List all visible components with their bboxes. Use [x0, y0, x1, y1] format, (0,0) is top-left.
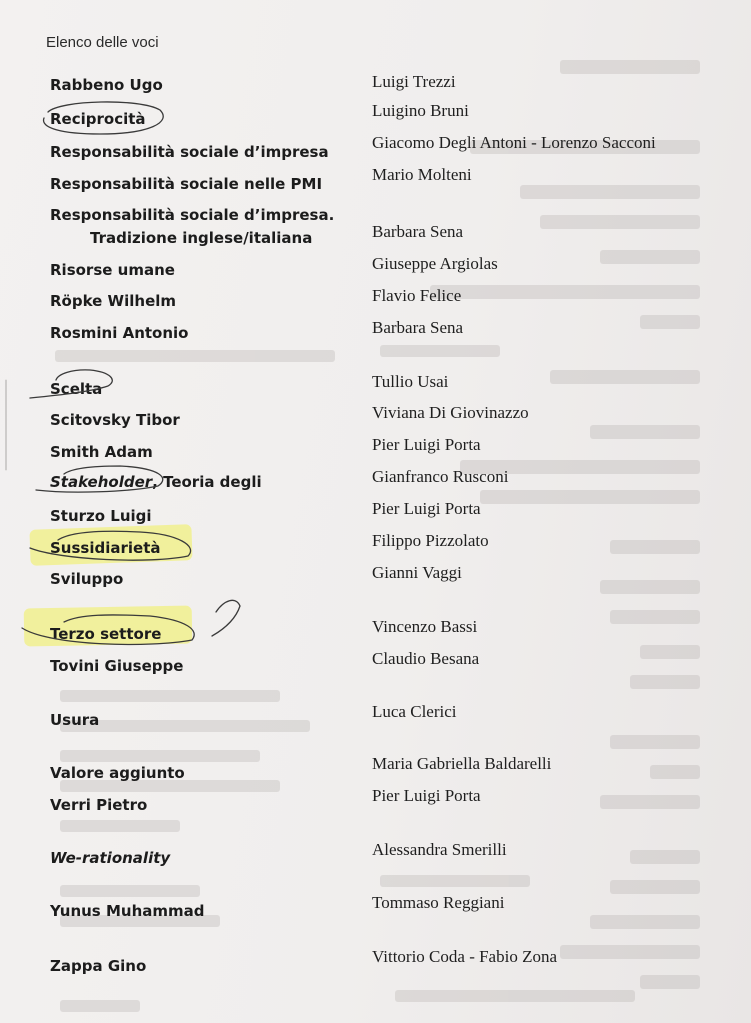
index-term: Responsabilità sociale d’impresa.	[50, 206, 335, 224]
index-term: Terzo settore	[50, 625, 162, 643]
index-author: Claudio Besana	[372, 649, 480, 668]
index-author: Tullio Usai	[372, 372, 449, 391]
index-term: Responsabilità sociale d’impresa	[50, 143, 329, 161]
index-author: Maria Gabriella Baldarelli	[372, 754, 552, 773]
index-author: Barbara Sena	[372, 318, 464, 337]
index-term-continuation: Tradizione inglese/italiana	[90, 229, 313, 247]
index-term	[50, 849, 170, 867]
index-term: Rosmini Antonio	[50, 324, 189, 342]
section-heading: Elenco delle voci	[46, 34, 159, 51]
index-term: Smith Adam	[50, 443, 153, 461]
index-term	[50, 473, 262, 491]
index-author: Barbara Sena	[372, 222, 464, 241]
index-term-rest: , Teoria degli	[152, 473, 262, 491]
index-term-italic: We-rationality	[50, 849, 171, 867]
index-term-italic: Stakeholder	[50, 473, 153, 491]
index-term: Scelta	[50, 380, 103, 398]
index-term: Scitovsky Tibor	[50, 411, 180, 429]
index-term: Risorse umane	[50, 261, 175, 279]
index-author: Vittorio Coda - Fabio Zona	[372, 947, 558, 966]
index-author: Mario Molteni	[372, 165, 472, 184]
index-author: Luigi Trezzi	[372, 72, 456, 91]
index-author: Luca Clerici	[372, 702, 457, 721]
index-author: Giuseppe Argiolas	[372, 254, 498, 273]
index-author: Giacomo Degli Antoni - Lorenzo Sacconi	[372, 133, 656, 152]
index-author: Flavio Felice	[372, 286, 462, 305]
pencil-scribble	[212, 600, 240, 636]
index-term: Sviluppo	[50, 570, 124, 588]
index-author: Luigino Bruni	[372, 101, 469, 120]
index-term: Responsabilità sociale nelle PMI	[50, 175, 323, 193]
index-term: Verri Pietro	[50, 796, 148, 814]
index-author: Gianfranco Rusconi	[372, 467, 509, 486]
index-term: Röpke Wilhelm	[50, 292, 177, 310]
index-term: Tovini Giuseppe	[50, 657, 184, 675]
index-author: Pier Luigi Porta	[372, 435, 481, 454]
index-term: Valore aggiunto	[50, 764, 185, 782]
index-term: Reciprocità	[50, 110, 146, 128]
index-author: Viviana Di Giovinazzo	[372, 403, 529, 422]
index-author: Alessandra Smerilli	[372, 840, 507, 859]
index-author: Gianni Vaggi	[372, 563, 462, 582]
index-author: Pier Luigi Porta	[372, 499, 481, 518]
index-author: Filippo Pizzolato	[372, 531, 489, 550]
index-term: Sussidiarietà	[50, 539, 161, 557]
index-author: Pier Luigi Porta	[372, 786, 481, 805]
index-term: Rabbeno Ugo	[50, 76, 163, 94]
index-term: Usura	[50, 711, 100, 729]
index-term: Zappa Gino	[50, 957, 147, 975]
index-author: Tommaso Reggiani	[372, 893, 505, 912]
index-term: Yunus Muhammad	[50, 902, 205, 920]
index-term: Sturzo Luigi	[50, 507, 152, 525]
index-author: Vincenzo Bassi	[372, 617, 478, 636]
